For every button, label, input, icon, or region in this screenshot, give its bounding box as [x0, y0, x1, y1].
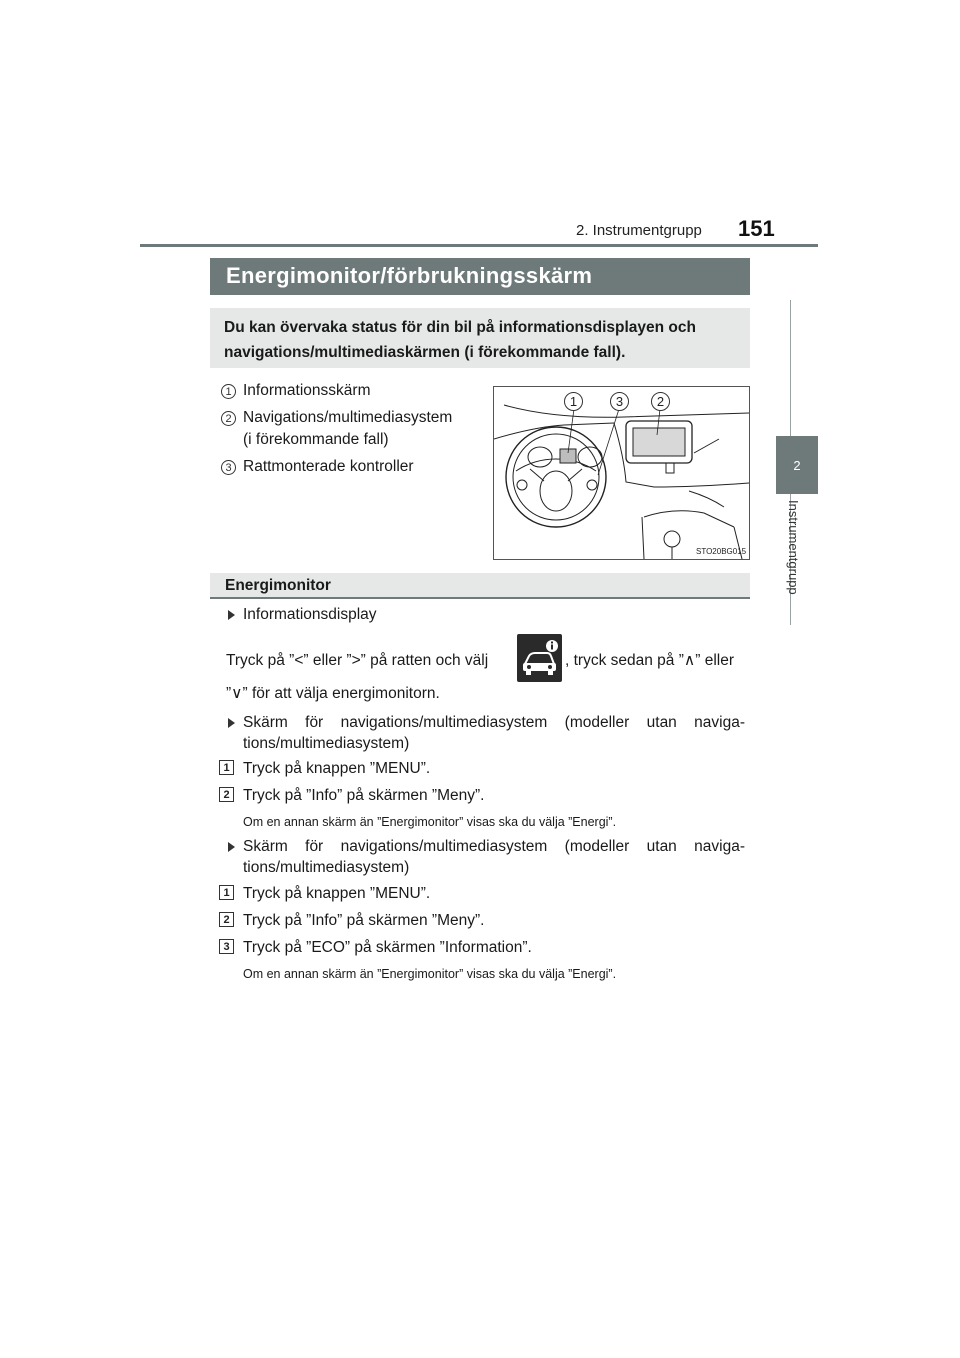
car-info-icon — [517, 634, 562, 682]
s3-heading-cont: tions/multimediasystem) — [243, 859, 410, 876]
legend-number-2: 2 — [221, 411, 236, 426]
intro-text: Du kan övervaka status för din bil på informationsdisplayen och navigations/multimediaskärmen (i förekommande fall). — [224, 319, 696, 361]
step-number-3: 3 — [219, 939, 234, 954]
step-text: Tryck på knappen ”MENU”. — [243, 885, 431, 902]
page-number: 151 — [738, 216, 775, 241]
callout-2: 2 — [651, 392, 670, 411]
legend-item-1: Informationsskärm — [243, 382, 371, 399]
chapter-number: 2 — [793, 457, 801, 473]
s1-line1b: , tryck sedan på ”∧” eller — [565, 652, 734, 669]
step-text: Tryck på knappen ”MENU”. — [243, 760, 431, 777]
s2-note: Om en annan skärm än ”Energimonitor” visas ska du välja ”Energi”. — [243, 815, 617, 829]
figure-code: STO20BG015 — [696, 547, 747, 556]
chapter-label-text: Instrumentgrupp — [786, 500, 801, 595]
dashboard-illustration — [493, 386, 750, 560]
callout-3: 3 — [610, 392, 629, 411]
chapter-tab — [776, 436, 818, 494]
s2-heading: Skärm för navigations/multimediasystem (modeller utan naviga- — [243, 714, 745, 731]
s3-heading: Skärm för navigations/multimediasystem (modeller utan naviga- — [243, 838, 745, 855]
step-number-1: 1 — [219, 885, 234, 900]
dashboard-drawing — [494, 387, 749, 559]
s1-line1a: Tryck på ”<” eller ”>” på ratten och välj — [226, 652, 489, 669]
s2-heading-cont: tions/multimediasystem) — [243, 735, 410, 752]
triangle-right-icon — [228, 718, 235, 728]
section-title: 2. Instrumentgrupp — [576, 222, 702, 239]
triangle-right-icon — [228, 610, 235, 620]
legend-item-3: Rattmonterade kontroller — [243, 458, 414, 475]
step-text: Tryck på ”Info” på skärmen ”Meny”. — [243, 912, 485, 929]
legend-item-2-cont: (i förekommande fall) — [243, 431, 389, 448]
header-rule — [140, 244, 818, 247]
step-text: Tryck på ”ECO” på skärmen ”Information”. — [243, 939, 532, 956]
car-info-icon-glyph — [517, 634, 562, 682]
step-number-1: 1 — [219, 760, 234, 775]
legend-item-2: Navigations/multimediasystem — [243, 409, 453, 426]
triangle-right-icon — [228, 842, 235, 852]
s1-heading: Informationsdisplay — [243, 606, 377, 623]
s1-line2: ”∨” för att välja energimonitorn. — [226, 685, 440, 702]
step-number-2: 2 — [219, 787, 234, 802]
step-text: Tryck på ”Info” på skärmen ”Meny”. — [243, 787, 485, 804]
page-title: Energimonitor/förbrukningsskärm — [226, 263, 593, 288]
callout-1: 1 — [564, 392, 583, 411]
legend-number-3: 3 — [221, 460, 236, 475]
s3-note: Om en annan skärm än ”Energimonitor” visas ska du välja ”Energi”. — [243, 967, 617, 981]
chapter-label — [785, 500, 805, 610]
step-number-2: 2 — [219, 912, 234, 927]
subheading: Energimonitor — [225, 577, 331, 594]
legend-number-1: 1 — [221, 384, 236, 399]
